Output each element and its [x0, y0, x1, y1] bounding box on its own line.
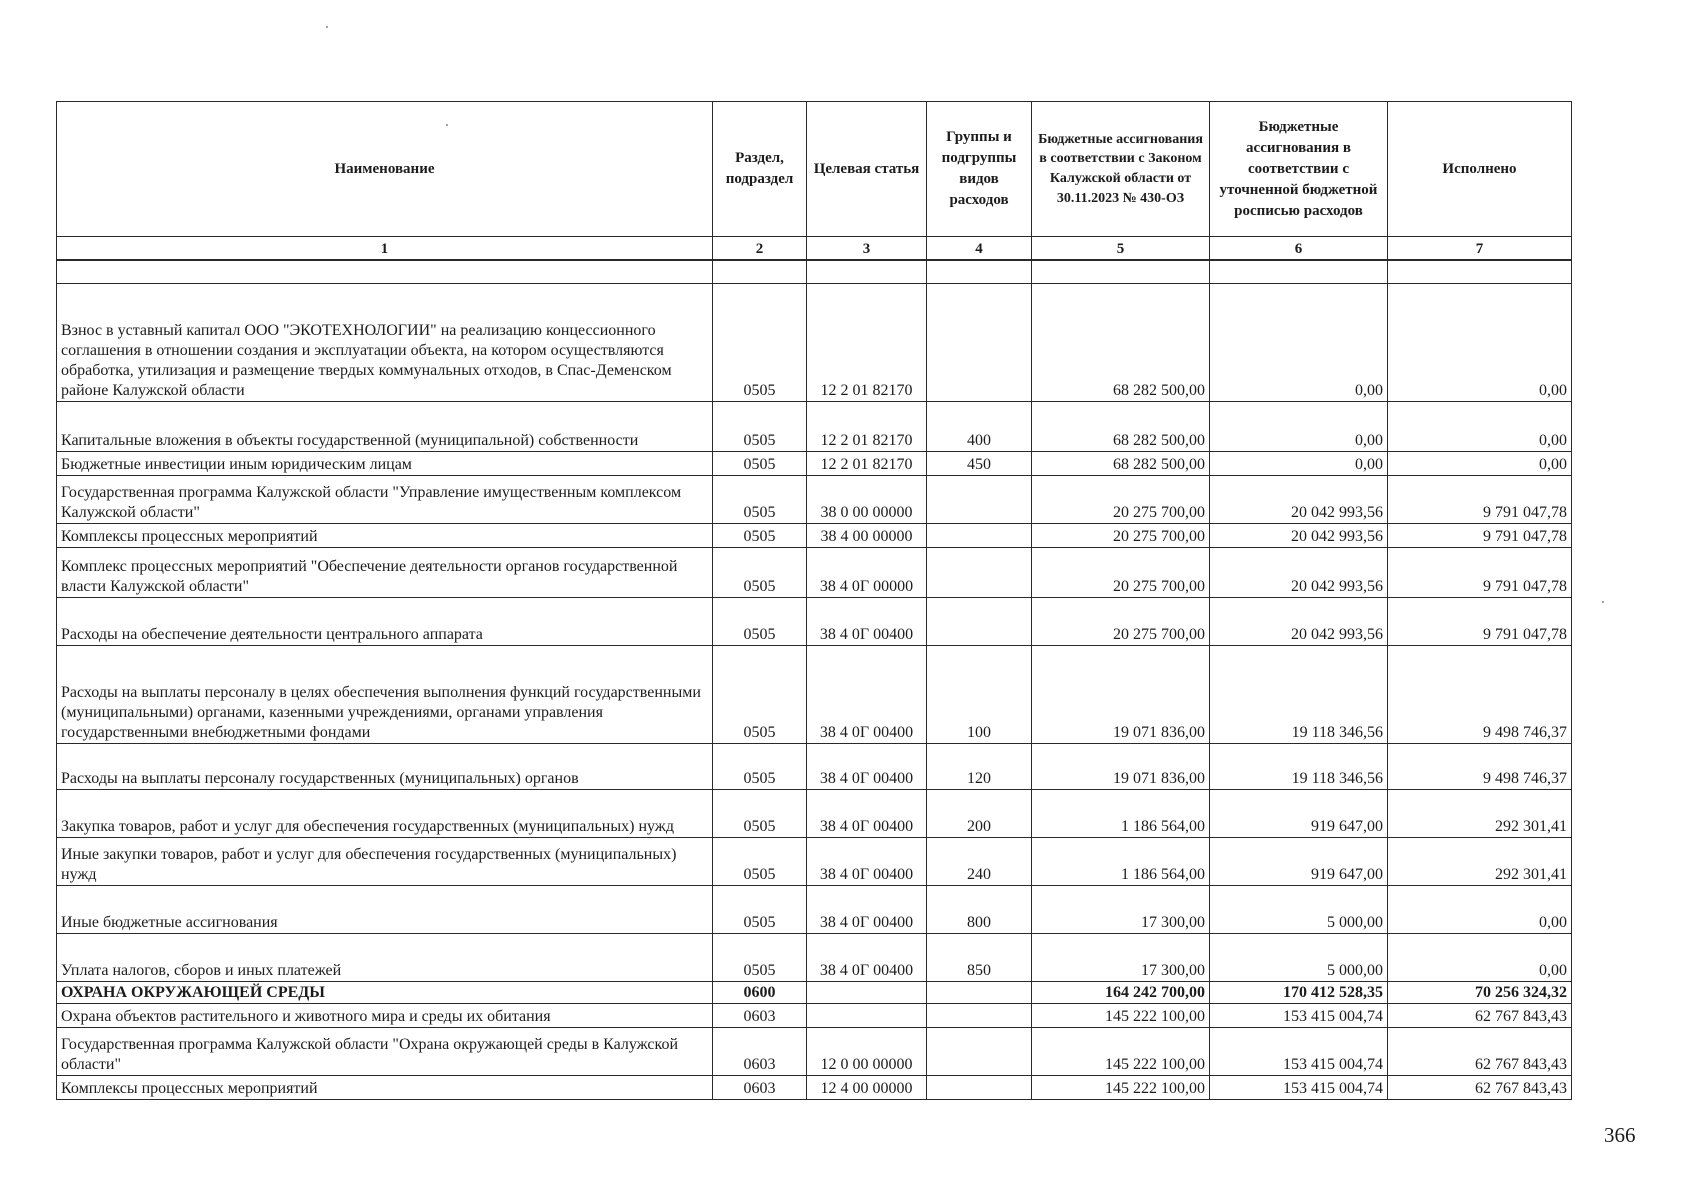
row-law-amount: 19 071 836,00: [1032, 646, 1210, 744]
row-expense-group: 450: [927, 452, 1032, 476]
page-number: 366: [1604, 1123, 1636, 1147]
table-row: [57, 598, 1572, 646]
row-law-amount: 68 282 500,00: [1032, 452, 1210, 476]
row-expense-group: 100: [927, 646, 1032, 744]
row-section: 0505: [713, 548, 807, 598]
row-section: 0505: [713, 524, 807, 548]
row-section: 0505: [713, 838, 807, 886]
row-executed-amount: 292 301,41: [1388, 790, 1572, 838]
table-row: [57, 982, 1572, 1004]
row-refined-amount: 5 000,00: [1210, 886, 1388, 934]
row-section: 0505: [713, 886, 807, 934]
row-executed-amount: 62 767 843,43: [1388, 1028, 1572, 1076]
row-expense-group: [927, 982, 1032, 1004]
row-law-amount: 164 242 700,00: [1032, 982, 1210, 1004]
row-refined-amount: 19 118 346,56: [1210, 744, 1388, 790]
row-name: Расходы на выплаты персоналу государственных (муниципальных) органов: [57, 744, 713, 790]
row-executed-amount: 9 498 746,37: [1388, 646, 1572, 744]
table-row: [57, 524, 1572, 548]
row-expense-group: [927, 598, 1032, 646]
row-name: Взнос в уставный капитал ООО "ЭКОТЕХНОЛОГИИ" на реализацию концессионного соглашения в отношении создания и эксплуатации объекта, на котором осуществляются обработка, утилизация и размещение твердых коммунальных отходов, в Спас-Деменском районе Калужской области: [57, 284, 713, 402]
row-law-amount: 20 275 700,00: [1032, 476, 1210, 524]
scan-speck: [1602, 601, 1604, 603]
row-name: Капитальные вложения в объекты государственной (муниципальной) собственности: [57, 402, 713, 452]
row-target-article: 38 4 0Г 00400: [807, 598, 927, 646]
row-section: 0505: [713, 402, 807, 452]
header-row: [57, 102, 1572, 237]
row-law-amount: 145 222 100,00: [1032, 1004, 1210, 1028]
column-number: 3: [807, 237, 927, 261]
row-name: Охрана объектов растительного и животного мира и среды их обитания: [57, 1004, 713, 1028]
row-target-article: 38 4 0Г 00400: [807, 646, 927, 744]
row-target-article: 12 2 01 82170: [807, 452, 927, 476]
row-law-amount: 17 300,00: [1032, 886, 1210, 934]
row-target-article: 38 4 0Г 00400: [807, 838, 927, 886]
column-number: 6: [1210, 237, 1388, 261]
row-target-article: 12 4 00 00000: [807, 1076, 927, 1100]
table-row: [57, 646, 1572, 744]
column-number: 7: [1388, 237, 1572, 261]
row-target-article: 38 4 0Г 00400: [807, 934, 927, 982]
row-law-amount: 20 275 700,00: [1032, 548, 1210, 598]
table-row: [57, 1004, 1572, 1028]
table-row: [57, 886, 1572, 934]
table-body: [57, 284, 1572, 1100]
header-section: Раздел, подраздел: [713, 102, 807, 237]
table-row: [57, 1028, 1572, 1076]
row-section: 0505: [713, 790, 807, 838]
column-number-row: [57, 237, 1572, 261]
row-executed-amount: 9 791 047,78: [1388, 598, 1572, 646]
row-law-amount: 68 282 500,00: [1032, 402, 1210, 452]
header-refined-appropriations: Бюджетные ассигнования в соответствии с уточненной бюджетной росписью расходов: [1210, 102, 1388, 237]
scan-speck: [446, 124, 448, 126]
row-expense-group: [927, 1028, 1032, 1076]
row-refined-amount: 153 415 004,74: [1210, 1076, 1388, 1100]
row-expense-group: 800: [927, 886, 1032, 934]
row-section: 0505: [713, 934, 807, 982]
row-executed-amount: 9 791 047,78: [1388, 524, 1572, 548]
row-name: Комплексы процессных мероприятий: [57, 524, 713, 548]
row-target-article: 12 2 01 82170: [807, 402, 927, 452]
row-expense-group: [927, 548, 1032, 598]
row-executed-amount: 62 767 843,43: [1388, 1004, 1572, 1028]
row-target-article: 38 4 0Г 00400: [807, 790, 927, 838]
row-expense-group: 120: [927, 744, 1032, 790]
table-row: [57, 452, 1572, 476]
row-executed-amount: 0,00: [1388, 284, 1572, 402]
row-target-article: 38 4 00 00000: [807, 524, 927, 548]
row-target-article: 38 4 0Г 00400: [807, 744, 927, 790]
row-refined-amount: 20 042 993,56: [1210, 476, 1388, 524]
row-executed-amount: 0,00: [1388, 886, 1572, 934]
row-refined-amount: 0,00: [1210, 452, 1388, 476]
row-executed-amount: 70 256 324,32: [1388, 982, 1572, 1004]
row-target-article: 12 2 01 82170: [807, 284, 927, 402]
row-refined-amount: 5 000,00: [1210, 934, 1388, 982]
row-section: 0603: [713, 1004, 807, 1028]
row-executed-amount: 292 301,41: [1388, 838, 1572, 886]
row-expense-group: [927, 1004, 1032, 1028]
row-refined-amount: 0,00: [1210, 284, 1388, 402]
row-section: 0505: [713, 646, 807, 744]
row-name: Иные бюджетные ассигнования: [57, 886, 713, 934]
row-target-article: 38 4 0Г 00000: [807, 548, 927, 598]
header-name: Наименование: [57, 102, 713, 237]
row-name: Бюджетные инвестиции иным юридическим лицам: [57, 452, 713, 476]
row-name: Государственная программа Калужской области "Управление имущественным комплексом Калужской области": [57, 476, 713, 524]
row-refined-amount: 20 042 993,56: [1210, 524, 1388, 548]
row-expense-group: [927, 524, 1032, 548]
row-target-article: [807, 982, 927, 1004]
row-refined-amount: 919 647,00: [1210, 790, 1388, 838]
budget-execution-table: [56, 101, 1572, 1100]
row-law-amount: 17 300,00: [1032, 934, 1210, 982]
column-number: 4: [927, 237, 1032, 261]
row-refined-amount: 170 412 528,35: [1210, 982, 1388, 1004]
row-executed-amount: 9 791 047,78: [1388, 476, 1572, 524]
row-law-amount: 145 222 100,00: [1032, 1076, 1210, 1100]
row-refined-amount: 0,00: [1210, 402, 1388, 452]
row-executed-amount: 0,00: [1388, 402, 1572, 452]
row-section: 0600: [713, 982, 807, 1004]
row-section: 0603: [713, 1076, 807, 1100]
row-name: Уплата налогов, сборов и иных платежей: [57, 934, 713, 982]
table-row: [57, 934, 1572, 982]
table-row: [57, 402, 1572, 452]
row-section: 0603: [713, 1028, 807, 1076]
table-row: [57, 476, 1572, 524]
row-refined-amount: 19 118 346,56: [1210, 646, 1388, 744]
row-expense-group: [927, 1076, 1032, 1100]
row-name: Иные закупки товаров, работ и услуг для обеспечения государственных (муниципальных) нужд: [57, 838, 713, 886]
row-target-article: 38 0 00 00000: [807, 476, 927, 524]
row-section: 0505: [713, 744, 807, 790]
row-target-article: 38 4 0Г 00400: [807, 886, 927, 934]
row-expense-group: [927, 284, 1032, 402]
scan-speck: [326, 26, 328, 28]
row-expense-group: 240: [927, 838, 1032, 886]
row-name: Расходы на выплаты персоналу в целях обеспечения выполнения функций государственными (муниципальными) органами, казенными учреждениями, органами управления государственными внебюджетными фондами: [57, 646, 713, 744]
row-refined-amount: 919 647,00: [1210, 838, 1388, 886]
row-target-article: 12 0 00 00000: [807, 1028, 927, 1076]
row-refined-amount: 153 415 004,74: [1210, 1028, 1388, 1076]
row-name: Комплекс процессных мероприятий "Обеспечение деятельности органов государственной власти Калужской области": [57, 548, 713, 598]
row-law-amount: 20 275 700,00: [1032, 598, 1210, 646]
row-name: ОХРАНА ОКРУЖАЮЩЕЙ СРЕДЫ: [57, 982, 713, 1004]
row-executed-amount: 0,00: [1388, 452, 1572, 476]
row-executed-amount: 9 791 047,78: [1388, 548, 1572, 598]
table-row: [57, 1076, 1572, 1100]
table-row: [57, 790, 1572, 838]
row-section: 0505: [713, 598, 807, 646]
header-executed: Исполнено: [1388, 102, 1572, 237]
row-law-amount: 19 071 836,00: [1032, 744, 1210, 790]
row-executed-amount: 9 498 746,37: [1388, 744, 1572, 790]
table-row: [57, 744, 1572, 790]
row-section: 0505: [713, 284, 807, 402]
row-expense-group: [927, 476, 1032, 524]
header-law-appropriations: Бюджетные ассигнования в соответствии с Законом Калужской области от 30.11.2023 № 430-ОЗ: [1032, 102, 1210, 237]
row-name: Закупка товаров, работ и услуг для обеспечения государственных (муниципальных) нужд: [57, 790, 713, 838]
row-law-amount: 145 222 100,00: [1032, 1028, 1210, 1076]
row-refined-amount: 153 415 004,74: [1210, 1004, 1388, 1028]
row-name: Государственная программа Калужской области "Охрана окружающей среды в Калужской области": [57, 1028, 713, 1076]
row-executed-amount: 0,00: [1388, 934, 1572, 982]
row-law-amount: 20 275 700,00: [1032, 524, 1210, 548]
table-row: [57, 838, 1572, 886]
row-target-article: [807, 1004, 927, 1028]
row-law-amount: 1 186 564,00: [1032, 790, 1210, 838]
row-refined-amount: 20 042 993,56: [1210, 598, 1388, 646]
column-number: 5: [1032, 237, 1210, 261]
row-law-amount: 1 186 564,00: [1032, 838, 1210, 886]
row-section: 0505: [713, 476, 807, 524]
row-expense-group: 200: [927, 790, 1032, 838]
column-number: 1: [57, 237, 713, 261]
column-number: 2: [713, 237, 807, 261]
row-refined-amount: 20 042 993,56: [1210, 548, 1388, 598]
spacer-row: [57, 260, 1572, 284]
row-name: Расходы на обеспечение деятельности центрального аппарата: [57, 598, 713, 646]
header-expense-groups: Группы и подгруппы видов расходов: [927, 102, 1032, 237]
table-row: [57, 548, 1572, 598]
table-row: [57, 284, 1572, 402]
row-expense-group: 850: [927, 934, 1032, 982]
row-executed-amount: 62 767 843,43: [1388, 1076, 1572, 1100]
header-target-article: Целевая статья: [807, 102, 927, 237]
row-expense-group: 400: [927, 402, 1032, 452]
row-name: Комплексы процессных мероприятий: [57, 1076, 713, 1100]
row-section: 0505: [713, 452, 807, 476]
row-law-amount: 68 282 500,00: [1032, 284, 1210, 402]
